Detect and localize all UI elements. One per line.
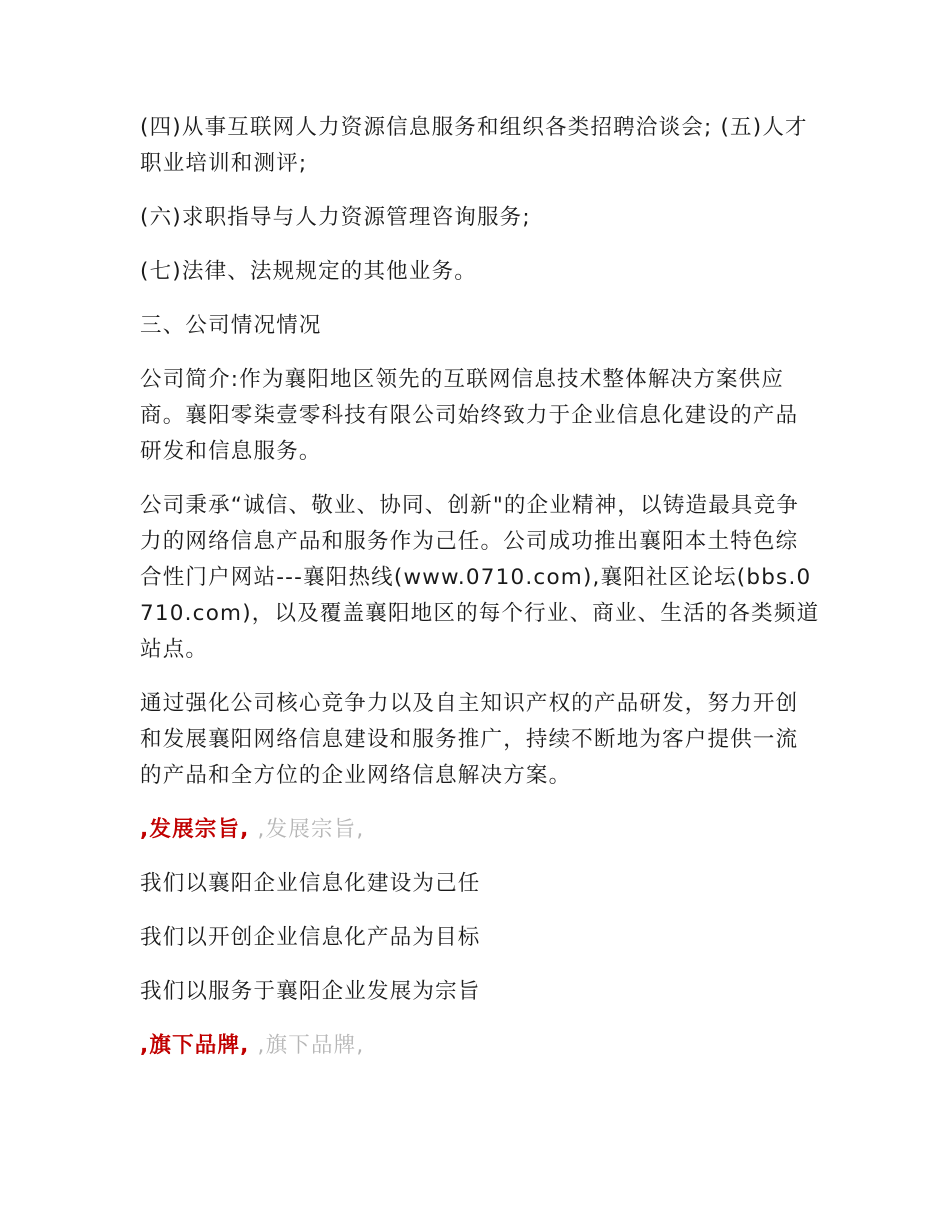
heading-brands-gray: ,旗下品牌,: [257, 1033, 365, 1058]
paragraph-services-6: (六)求职指导与人力资源管理咨询服务;: [140, 205, 531, 230]
paragraph-services-4-5: (四)从事互联网人力资源信息服务和组织各类招聘洽谈会; (五)人才职业培训和测评;: [140, 115, 808, 176]
heading-brands-red: ,旗下品牌,: [140, 1033, 250, 1058]
paragraph-purpose-1: 我们以襄阳企业信息化建设为己任: [140, 871, 481, 896]
heading-development-purpose: [140, 812, 820, 848]
document-page: [140, 110, 820, 1082]
heading-development-purpose-gray: ,发展宗旨,: [257, 817, 365, 842]
paragraph-services-7: (七)法律、法规规定的其他业务。: [140, 259, 477, 284]
paragraph-company-intro: 公司简介:作为襄阳地区领先的互联网信息技术整体解决方案供应商。襄阳零柒壹零科技有限公司始终致力于企业信息化建设的产品研发和信息服务。: [140, 367, 799, 464]
paragraph-purpose-3: 我们以服务于襄阳企业发展为宗旨: [140, 979, 481, 1004]
paragraph-company-spirit: 公司秉承“诚信、敬业、协同、创新"的企业精神，以铸造最具竞争力的网络信息产品和服务作为己任。公司成功推出襄阳本土特色综合性门户网站---襄阳热线(www.0710.com),襄阳社区论坛(bbs.0710.com)，以及覆盖襄阳地区的每个行业、商业、生活的各类频道站点。: [140, 493, 820, 662]
heading-brands: [140, 1028, 820, 1064]
paragraph-company-development: 通过强化公司核心竞争力以及自主知识产权的产品研发，努力开创和发展襄阳网络信息建设和服务推广，持续不断地为客户提供一流的产品和全方位的企业网络信息解决方案。: [140, 691, 799, 788]
heading-development-purpose-red: ,发展宗旨,: [140, 817, 250, 842]
paragraph-purpose-2: 我们以开创企业信息化产品为目标: [140, 925, 481, 950]
section-title-company-info: 三、公司情况情况: [140, 313, 322, 338]
